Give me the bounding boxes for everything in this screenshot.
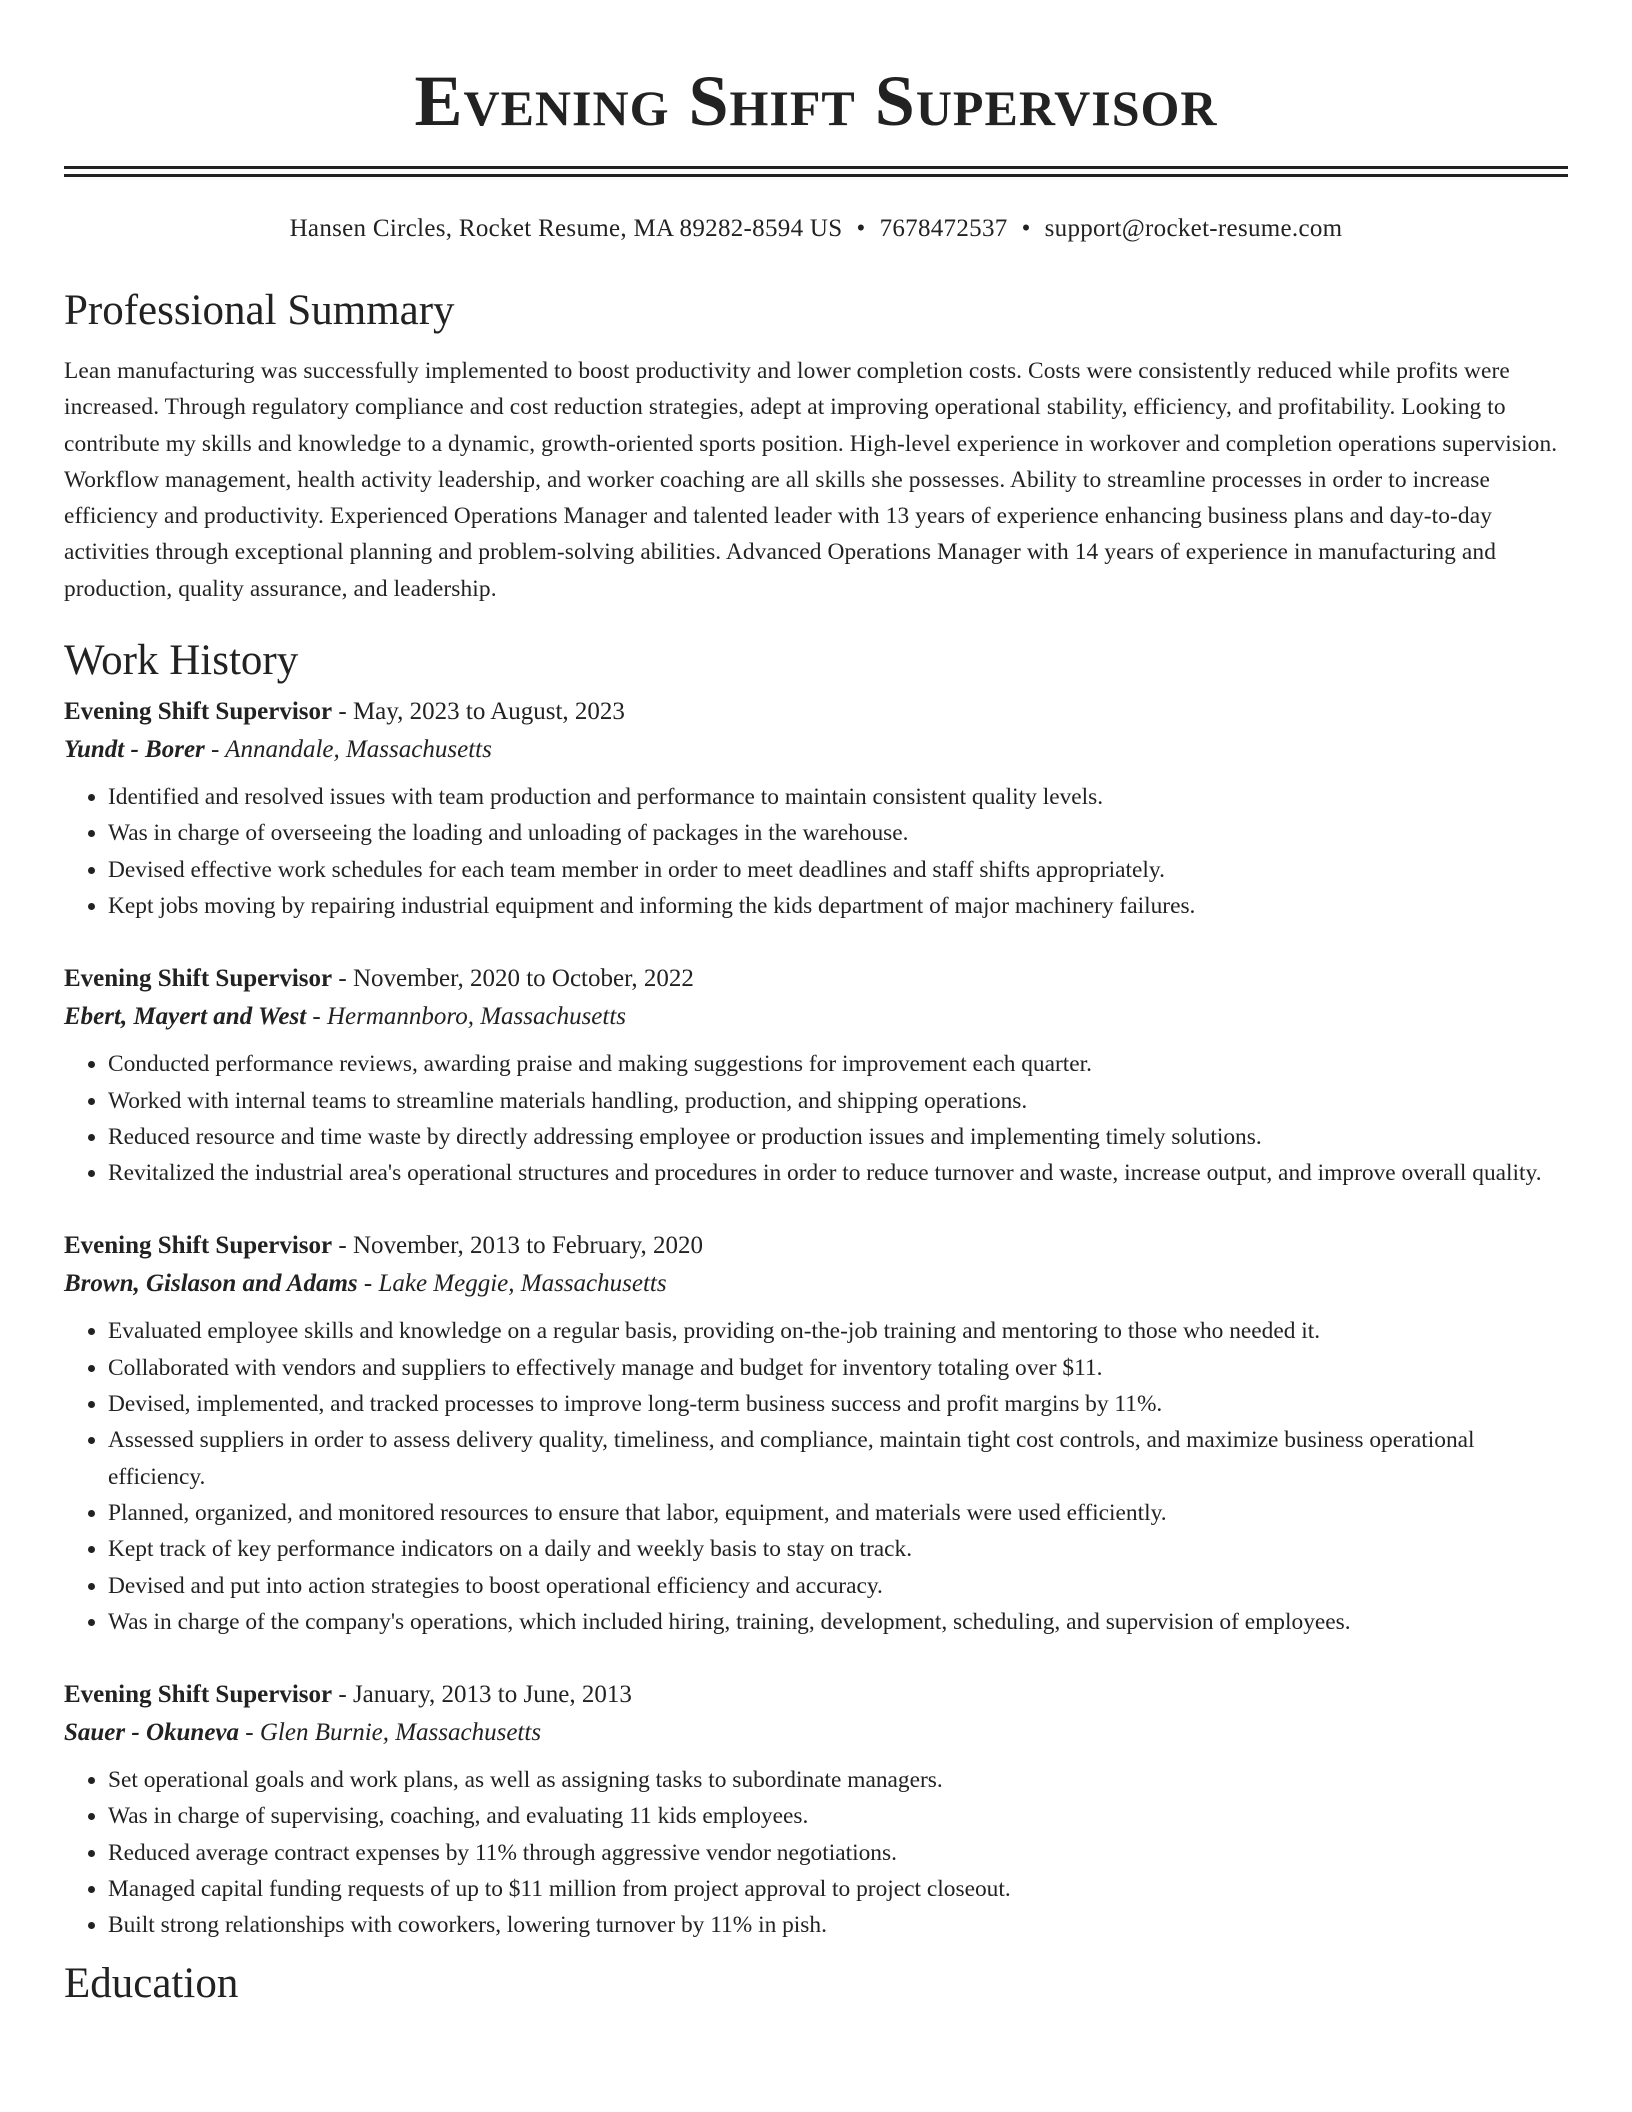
job-dash: -: [332, 965, 353, 993]
summary-heading: Professional Summary: [64, 287, 455, 334]
job-duty-item: • Identified and resolved issues with team production and performance to maintain consistent quality levels.: [108, 779, 1568, 815]
work-history-list: [64, 693, 1568, 1944]
job-role: Evening Shift Supervisor: [64, 965, 333, 993]
job-duty-item: • Set operational goals and work plans, as well as assigning tasks to subordinate managers.: [108, 1762, 1568, 1798]
job-duty-item: • Kept track of key performance indicators on a daily and weekly basis to stay on track.: [108, 1531, 1568, 1567]
job-dash: -: [332, 698, 353, 726]
job-dash: -: [239, 1719, 260, 1747]
job-duty-item: • Assessed suppliers in order to assess delivery quality, timeliness, and compliance, maintain tight cost controls, and maximize business operational efficiency.: [108, 1422, 1568, 1495]
job-location: Glen Burnie, Massachusetts: [259, 1719, 542, 1747]
job-dash: -: [357, 1270, 379, 1298]
job-duty-item: • Devised and put into action strategies to boost operational efficiency and accuracy.: [108, 1568, 1568, 1604]
job-dash: -: [332, 1232, 353, 1260]
job-dash: -: [204, 736, 226, 764]
contact-separator: •: [856, 215, 866, 242]
job-title-line: [64, 1227, 1568, 1265]
job-dates: May, 2023 to August, 2023: [352, 698, 625, 726]
job-location: Lake Meggie, Massachusetts: [378, 1270, 667, 1298]
job-dates: November, 2020 to October, 2022: [352, 965, 694, 993]
job-role: Evening Shift Supervisor: [64, 698, 333, 726]
job-duties-list: [64, 1762, 1568, 1943]
summary-text: Lean manufacturing was successfully implemented to boost productivity and lower completion costs. Costs were consistently reduced while profits were increased. Through regulatory compliance and cost reduction strategies, adept at improving operational stability, efficiency, and profitability. Looking to contribute my skills and knowledge to a dynamic, growth-oriented sports position. High-level experience in workover and completion operations supervision. Workflow management, health activity leadership, and worker coaching are all skills she possesses. Ability to streamline processes in order to increase efficiency and productivity. Experienced Operations Manager and talented leader with 13 years of experience enhancing business plans and day-to-day activities through exceptional planning and problem-solving abilities. Advanced Operations Manager with 14 years of experience in manufacturing and production, quality assurance, and leadership.: [64, 358, 1558, 602]
job-dates: November, 2013 to February, 2020: [352, 1232, 704, 1260]
job-duty-item: • Evaluated employee skills and knowledge on a regular basis, providing on-the-job training and mentoring to those who needed it.: [108, 1313, 1568, 1349]
job-duty-item: • Managed capital funding requests of up to $11 million from project approval to project closeout.: [108, 1871, 1568, 1907]
job-duty-item: • Reduced resource and time waste by directly addressing employee or production issues and implementing timely solutions.: [108, 1119, 1568, 1155]
header-double-rule: [64, 166, 1568, 177]
job-company-line: [64, 1265, 1568, 1303]
job-company: Yundt - Borer: [64, 736, 205, 764]
job-duty-item: • Collaborated with vendors and suppliers to effectively manage and budget for inventory totaling over $11.: [108, 1350, 1568, 1386]
job-duties-list: [64, 1313, 1568, 1640]
job-dash: -: [332, 1681, 353, 1709]
resume-page: [64, 0, 1568, 2010]
contact-phone: 7678472537: [879, 215, 1008, 242]
job-duty-item: • Built strong relationships with coworkers, lowering turnover by 11% in pish.: [108, 1907, 1568, 1943]
job-dates: January, 2013 to June, 2013: [352, 1681, 632, 1709]
job-title-line: [64, 693, 1568, 731]
job-entry: [64, 1676, 1568, 1943]
job-duty-item: • Was in charge of the company's operations, which included hiring, training, development, scheduling, and supervision of employees.: [108, 1604, 1568, 1640]
job-duty-item: • Was in charge of overseeing the loading and unloading of packages in the warehouse.: [108, 815, 1568, 851]
job-location: Annandale, Massachusetts: [225, 736, 492, 764]
job-company-line: [64, 731, 1568, 769]
contact-email: support@rocket-resume.com: [1044, 215, 1343, 242]
job-duty-item: • Devised, implemented, and tracked processes to improve long-term business success and profit margins by 11%.: [108, 1386, 1568, 1422]
job-company-line: [64, 1714, 1568, 1752]
job-entry: [64, 960, 1568, 1191]
job-duty-item: • Reduced average contract expenses by 11% through aggressive vendor negotiations.: [108, 1835, 1568, 1871]
job-duty-item: • Planned, organized, and monitored resources to ensure that labor, equipment, and materials were used efficiently.: [108, 1495, 1568, 1531]
job-company: Sauer - Okuneva: [64, 1719, 240, 1747]
job-entry: [64, 693, 1568, 924]
job-duty-item: • Revitalized the industrial area's operational structures and procedures in order to reduce turnover and waste, increase output, and improve overall quality.: [108, 1155, 1568, 1191]
job-duties-list: [64, 1046, 1568, 1191]
job-title-line: [64, 960, 1568, 998]
job-duty-item: • Kept jobs moving by repairing industrial equipment and informing the kids department of major machinery failures.: [108, 888, 1568, 924]
job-role: Evening Shift Supervisor: [64, 1681, 333, 1709]
job-dash: -: [306, 1003, 327, 1031]
job-company: Brown, Gislason and Adams: [64, 1270, 358, 1298]
job-location: Hermannboro, Massachusetts: [326, 1003, 627, 1031]
job-duty-item: • Was in charge of supervising, coaching, and evaluating 11 kids employees.: [108, 1798, 1568, 1834]
resume-name: Evening Shift Supervisor: [414, 61, 1218, 141]
contact-address: Hansen Circles, Rocket Resume, MA 89282-8594 US: [289, 215, 843, 242]
job-role: Evening Shift Supervisor: [64, 1232, 333, 1260]
education-heading: Education: [64, 1959, 239, 2007]
job-company-line: [64, 998, 1568, 1036]
job-duty-item: • Conducted performance reviews, awarding praise and making suggestions for improvement each quarter.: [108, 1046, 1568, 1082]
job-duties-list: [64, 779, 1568, 924]
job-company: Ebert, Mayert and West: [64, 1003, 307, 1031]
contact-line: [64, 213, 1568, 245]
job-duty-item: • Worked with internal teams to streamline materials handling, production, and shipping operations.: [108, 1083, 1568, 1119]
job-entry: [64, 1227, 1568, 1640]
work-history-heading: Work History: [64, 637, 299, 685]
job-duty-item: • Devised effective work schedules for each team member in order to meet deadlines and staff shifts appropriately.: [108, 852, 1568, 888]
job-title-line: [64, 1676, 1568, 1714]
contact-separator: •: [1021, 215, 1031, 242]
